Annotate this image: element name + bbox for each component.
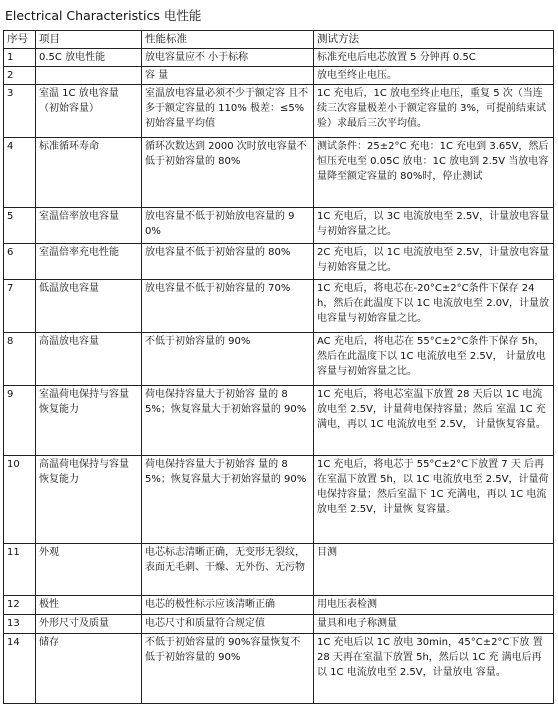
row-item: 极性 <box>36 596 142 615</box>
row-item: 外观 <box>36 544 142 596</box>
row-no: 7 <box>4 280 36 333</box>
table-row <box>4 244 554 280</box>
row-method: 1C 充电后，将电芯于 55°C±2°C下放置 7 天 后再在室温下放置 5h，以 1C 电流放电至 2.5V，计量荷电保持容量；然后室温下 1C 充满电，再以 1C 电流放电至 2.5V，计量恢 复容量。 <box>314 456 554 544</box>
row-method: 1C 充电后，以 3C 电流放电至 2.5V，计量放电容量与初始容量之比。 <box>314 208 554 244</box>
row-item: 高温荷电保持与容量恢复能力 <box>36 456 142 544</box>
table-row <box>4 615 554 634</box>
table-row <box>4 49 554 67</box>
header-method: 测试方法 <box>314 31 554 49</box>
row-item: 储存 <box>36 634 142 704</box>
table-row <box>4 634 554 704</box>
row-method: 目测 <box>314 544 554 596</box>
row-method: 1C 充电后以 1C 放电 30min，45°C±2°C下放 置 28 天再在室温下放置 5h，然后以 1C 充 满电后再以 1C 电流放电至 2.5V，计量放电 容量。 <box>314 634 554 704</box>
row-item: 外形尺寸及质量 <box>36 615 142 634</box>
table-row <box>4 85 554 138</box>
row-standard: 不低于初始容量的 90% <box>142 333 314 386</box>
table-row <box>4 333 554 386</box>
row-no: 9 <box>4 386 36 456</box>
row-method: 放电至终止电压。 <box>314 67 554 85</box>
row-standard: 电芯的极性标示应该清晰正确 <box>142 596 314 615</box>
table-row <box>4 67 554 85</box>
row-method: 测试条件：25±2°C 充电：1C 充电到 3.65V，然后恒压充电至 0.05C 放电：1C 放电到 2.5V 当放电容量降至额定容量的 80%时，停止测试 <box>314 138 554 208</box>
header-no: 序号 <box>4 31 36 49</box>
row-no: 2 <box>4 67 36 85</box>
row-no: 3 <box>4 85 36 138</box>
row-no: 11 <box>4 544 36 596</box>
electrical-characteristics-table <box>3 30 554 704</box>
table-header-row <box>4 31 554 49</box>
row-method: 2C 充电后，以 1C 电流放电至 2.5V，计量放电容量与初始容量之比。 <box>314 244 554 280</box>
header-item: 项目 <box>36 31 142 49</box>
row-item: 0.5C 放电性能 <box>36 49 142 67</box>
row-item: 高温放电容量 <box>36 333 142 386</box>
row-method: AC 充电后，将电芯在 55°C±2°C条件下保存 5h，然后在此温度下以 1C 电流放电至 2.5V， 计量放电容量与初始容量之比。 <box>314 333 554 386</box>
row-item: 室温 1C 放电容量（初始容量） <box>36 85 142 138</box>
row-no: 13 <box>4 615 36 634</box>
table-row <box>4 280 554 333</box>
row-no: 8 <box>4 333 36 386</box>
row-item: 室温荷电保持与容量恢复能力 <box>36 386 142 456</box>
table-row <box>4 544 554 596</box>
row-standard: 放电容量不低于初始容量的 70% <box>142 280 314 333</box>
row-method: 1C 充电后，将电芯在-20°C±2°C条件下保存 24h，然后在此温度下以 1C 电流放电至 2.0V，计量放电容量与初始容量之比。 <box>314 280 554 333</box>
row-no: 1 <box>4 49 36 67</box>
row-standard: 荷电保持容量大于初始容 量的 85%；恢复容量大于初始容量的 90% <box>142 386 314 456</box>
row-standard: 放电容量不低于初始容量的 80% <box>142 244 314 280</box>
table-row <box>4 596 554 615</box>
row-standard: 循环次数达到 2000 次时放电容量不低于初始容量的 80% <box>142 138 314 208</box>
row-standard: 荷电保持容量大于初始容 量的 85%；恢复容量大于初始容量的 90% <box>142 456 314 544</box>
row-method: 量具和电子称测量 <box>314 615 554 634</box>
row-item <box>36 67 142 85</box>
row-method: 用电压表检测 <box>314 596 554 615</box>
row-no: 5 <box>4 208 36 244</box>
row-standard: 放电容量应不 小于标称 <box>142 49 314 67</box>
row-no: 14 <box>4 634 36 704</box>
row-item: 室温倍率充电性能 <box>36 244 142 280</box>
row-method: 1C 充电后，将电芯室温下放置 28 天后以 1C 电流放电至 2.5V，计量荷电保持容量；然后 室温 1C 充满电，再以 1C 电流放电至 2.5V， 计量恢复容量。 <box>314 386 554 456</box>
row-method: 1C 充电后，1C 放电至终止电压，重复 5 次（当连续三次容量极差小于额定容量的 3%，可提前结束试验）求最后三次平均值。 <box>314 85 554 138</box>
row-standard: 室温放电容量必须不少于额定容 且不多于额定容量的 110% 极差：≤5%初始容量平均值 <box>142 85 314 138</box>
document-title: Electrical Characteristics 电性能 <box>5 8 202 23</box>
row-standard: 放电容量不低于初始放电容量的 90% <box>142 208 314 244</box>
table-row <box>4 386 554 456</box>
header-standard: 性能标准 <box>142 31 314 49</box>
row-no: 4 <box>4 138 36 208</box>
row-item: 标准循环寿命 <box>36 138 142 208</box>
row-item: 低温放电容量 <box>36 280 142 333</box>
table-row <box>4 138 554 208</box>
row-standard: 不低于初始容量的 90%容量恢复不低于初始容量的 90% <box>142 634 314 704</box>
row-item: 室温倍率放电容量 <box>36 208 142 244</box>
row-no: 10 <box>4 456 36 544</box>
row-standard: 电芯尺寸和质量符合规定值 <box>142 615 314 634</box>
table-row <box>4 208 554 244</box>
table-row <box>4 456 554 544</box>
row-method: 标准充电后电芯放置 5 分钟再 0.5C <box>314 49 554 67</box>
row-standard: 容 量 <box>142 67 314 85</box>
row-standard: 电芯标志清晰正确，无变形无裂纹，表面无毛刺、干燥、无外伤、无污物 <box>142 544 314 596</box>
row-no: 12 <box>4 596 36 615</box>
row-no: 6 <box>4 244 36 280</box>
